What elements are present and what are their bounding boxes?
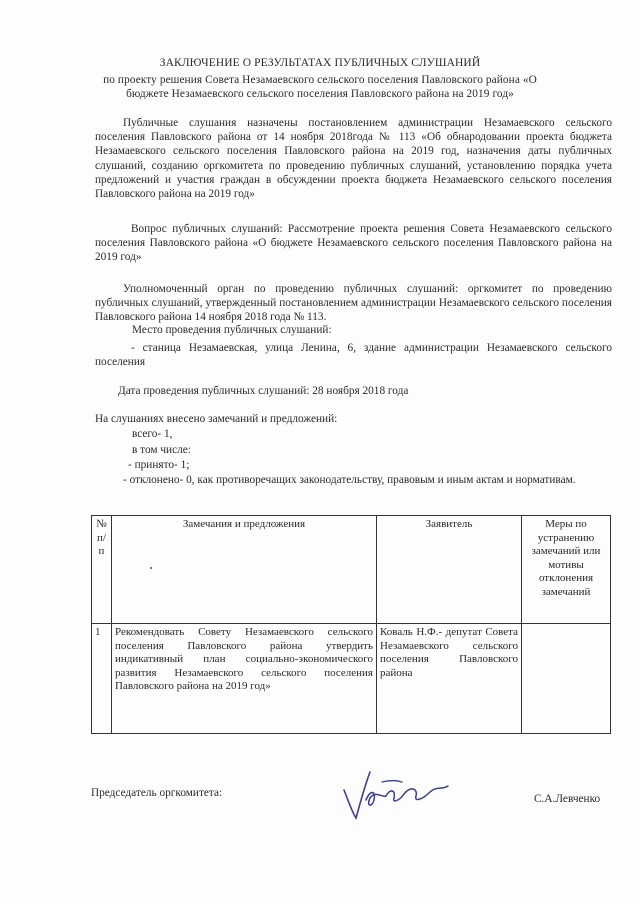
row-measures: [522, 624, 611, 734]
place-label: Место проведения публичных слушаний:: [132, 324, 332, 336]
subtitle-line-1: по проекту решения Совета Незамаевского сельского поселения Павловского района «О: [103, 74, 537, 86]
stray-mark: [150, 567, 152, 569]
place-value: - станица Незамаевская, улица Ленина, 6, здание администрации Незамаевского сельского поселения: [95, 342, 612, 369]
row-remarks: Рекомендовать Совету Незамаевского сельского поселения Павловского района утвердить индикативный план социально-экономического развития Незамаевского сельского поселения Павловского района на 2019 год»: [112, 624, 377, 734]
remarks-table: [91, 515, 611, 734]
handwritten-signature-icon: [330, 760, 460, 830]
paragraph-authorized-body: Уполномоченный орган по проведению публичных слушаний: оргкомитет по проведению публичных слушаний, утвержденный постановлением администрации Незамаевского сельского поселения Павловского района 14 ноября 2018 года № 113.: [95, 283, 612, 324]
document-subtitle: [0, 73, 640, 101]
row-applicant: Коваль Н.Ф.- депутат Совета Незамаевского сельского поселения Павловского района: [377, 624, 522, 734]
signatory-name: С.А.Левченко: [534, 793, 601, 805]
subtitle-line-2: бюджете Незамаевского сельского поселения Павловского района на 2019 год»: [126, 88, 514, 100]
remarks-accepted: - принято- 1;: [128, 459, 190, 471]
paragraph-hearings-appointed: Публичные слушания назначены постановлением администрации Незамаевского сельского поселения Павловского района от 14 ноября 2018года № 113 «Об обнародовании проекта бюджета Незамаевского сельского поселения Павловского района на 2019 год, назначения даты публичных слушаний, созданию оргкомитета по проведению публичных слушаний, установлению порядка учета предложений и участия граждан в обсуждении проекта бюджета Незамаевского сельского поселения Павловского района на 2019 год»: [95, 117, 612, 201]
header-num: № п/п: [92, 516, 112, 624]
document-title: [0, 56, 640, 70]
remarks-intro: На слушаниях внесено замечаний и предложений:: [95, 413, 338, 425]
table-row: [92, 624, 611, 734]
remarks-including: в том числе:: [132, 444, 191, 456]
table-header-row: [92, 516, 611, 624]
header-applicant: Заявитель: [377, 516, 522, 624]
header-measures: Меры по устранению замечаний или мотивы отклонения замечаний: [522, 516, 611, 624]
paragraph-hearing-question: Вопрос публичных слушаний: Рассмотрение проекта решения Совета Незамаевского сельского поселения Павловского района «О бюджете Незамаевского сельского поселения Павловского района на 2019 год»: [95, 223, 612, 264]
hearing-date: Дата проведения публичных слушаний: 28 ноября 2018 года: [118, 385, 409, 397]
header-remarks: Замечания и предложения: [112, 516, 377, 624]
remarks-rejected: - отклонено- 0, как противоречащих законодательству, правовым и иным актам и нормативам.: [123, 474, 576, 486]
row-num: 1: [92, 624, 112, 734]
title-text: ЗАКЛЮЧЕНИЕ О РЕЗУЛЬТАТАХ ПУБЛИЧНЫХ СЛУШАНИЙ: [159, 57, 481, 69]
remarks-total: всего- 1,: [132, 428, 173, 440]
signature-label: Председатель оргкомитета:: [91, 787, 223, 799]
